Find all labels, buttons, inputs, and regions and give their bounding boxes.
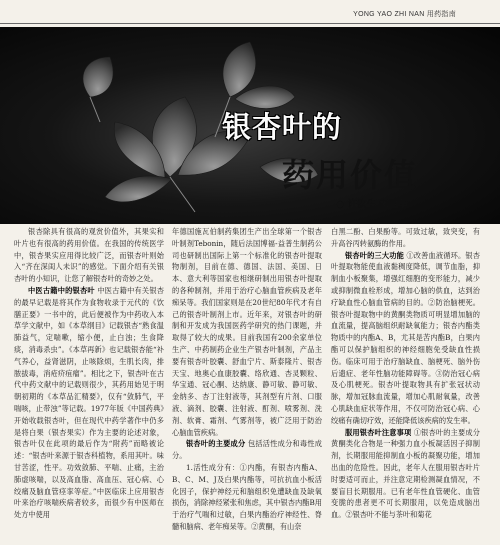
article-authors: ○ 许钦生 宋卫华 xyxy=(336,199,408,210)
text-column-3 xyxy=(331,226,480,544)
running-head: YONG YAO ZHI NAN 用药指南 xyxy=(353,11,456,18)
text-column-1 xyxy=(14,226,164,544)
paragraph: 1.活性成分有：①内酯，有银杏内酯A、B、C、M、J及白果内酯等，可抗抗血小板活化因子，保护神经元和脑组织免遭缺血及缺氧损伤，消除神经紧张和焦虑，其中银杏内酯B用于治疗气喘和过敏，白果内酯治疗神经性、脊髓和脑病、老年痴呆等。②黄酮，有山奈 xyxy=(172,462,322,531)
article-title-line-1: 银杏叶的 xyxy=(222,110,343,144)
section-heading: 银杏叶的主要成分 xyxy=(186,439,246,449)
paragraph-text: 包括活性成分和毒性成分。 xyxy=(172,439,322,461)
paragraph xyxy=(14,285,164,521)
paragraph xyxy=(172,438,322,462)
paragraph: 白黑二酚、白果酚等。可致过敏，致突变，有升高谷丙转氨酶的作用。 xyxy=(331,227,480,248)
paragraph xyxy=(331,427,480,521)
paragraph-text: ①银杏叶的主要成分黄酮类化合物是一种强力血小板凝活因子抑制剂，长期服用能抑制血小板的凝聚功能，增加出血的危险性。因此，老年人在服用银杏叶片时要适可而止，并注意定期检测凝血情况，不要盲目长期服用。已有老年性血管硬化、血管变脆的患者更不可长期服用，以免造成脑出血。②银杏叶不能与茶叶和菊花 xyxy=(331,427,480,520)
paragraph: 年德国施瓦伯制药集团生产出全球第一个银杏叶制剂Tebonin，随后法国博福-益普生制药公司也研制出国际上第一个标准化的银杏叶提取物制剂，目前在德、德国、法国、美国、日本、意大利等国家也相继研制出用银杏叶提取的各种制剂，并用于治疗心脑血管疾病及老年痴呆等。我们国家则是在20世纪80年代才有自己的银杏叶制剂上市。近年来，对银杏叶的研制和开发成为我国医药学研究的热门课题，并取得了较大的成果。目前我国有200余家单位生产、中药制药企业生产银杏叶制剂，产品主要有银杏叶胶囊、舒血宁片、斯泰隆片、银杏天宝、地奥心血康胶囊、络欣通、杏灵颗粒、华宝通、冠心酮、达纳康、静可敏、静可敏、金纳多、杏丁注射液等，其剂型有片剂、口服液、滴剂、胶囊、注射液、酊剂、喷雾剂、洗剂、软膏、霜剂、气雾剂等，被广泛用于防治心脑血管疾病。 xyxy=(172,227,322,437)
paragraph-text: 中医古籍中有关银杏的最早记载是将其作为食物收录于元代的《饮膳正要》一书中的，此后便被作为中药收入本草学文献中，如《本草纲目》记载银杏“熟食温肺益气，定喘嗽，缩小便，止白浊；生食降痰，消毒杀虫”。《本草再新》也记载银杏能“补气养心，益肾滋阴，止咳除烦，生肌长肉，排脓拔毒，消疮疥疽瘤”。相比之下，银杏叶在古代中药文献中的记载则很少，其药用始见于明朝初期的《本草品汇精要》，仅有“敛肺气，平喘咳，止带浊”等记载。1977年版《中国药典》开始收载银杏叶，但在现代中药学著作中仍多是将白果（银杏果实）作为主要的论述对象，银杏叶仅在此项的最后作为“附药”而略被论述：“银杏叶来源于银杏科植物，系用其叶。味甘苦涩，性平。功效敛肺、平喘、止痛，主治肺虚咳喘，以及高血脂、高血压、冠心病、心绞痛及脑血管痉挛等症。”中医临床上应用银杏叶来治疗咳喘疾病者较多，而很少有中医师在处方中使用 xyxy=(14,285,164,520)
section-heading: 银杏叶的三大功能 xyxy=(345,250,404,260)
header-divider xyxy=(0,23,500,24)
section-heading: 服用银杏叶注意事项 xyxy=(345,427,412,437)
article-title-line-2: 药用价值 xyxy=(282,156,419,194)
paragraph xyxy=(331,250,480,427)
text-column-2 xyxy=(172,226,322,544)
section-heading: 中医古籍中的银杏叶 xyxy=(28,285,95,295)
paragraph-text: ①改善血液循环。银杏叶提取物能使血液黏稠度降低，调节血脂，抑制血小板聚集，增强红细胞的变形能力，减少或抑制微血栓形成，增加心脑的供血，达到治疗缺血性心脑血管病的目的。②防治脑梗死。银杏叶提取物中的黄酮类物质可明显增加脑的血流量，提高脑组织耐缺氧能力；银杏内酯类物质中的内酯A、B，尤其是苦内酯B，白果内酯可以保护脑组织的神经细胞免受缺血性损伤。临床可用于治疗脑缺血、脑梗死、脑外伤后遗症、老年性脑功能障碍等。③防治冠心病及心肌梗死。银杏叶提取物具有扩张冠状动脉，增加冠脉血流量，增加心肌耐氧量，改善心肌缺血症状等作用，不仅可防治冠心病、心绞痛有确切疗效，还能降低该疾病的发生率。 xyxy=(331,250,480,425)
paragraph: 银杏除具有很高的观赏价值外，其果实和叶片也有很高的药用价值。在我国的传统医学中，银杏果实应用得比较广泛，而银杏叶则始入“齐在深闺人未识”的感觉。下面介绍有关银杏叶的小知识，让您了解银杏叶的奇妙之处。 xyxy=(14,227,164,284)
